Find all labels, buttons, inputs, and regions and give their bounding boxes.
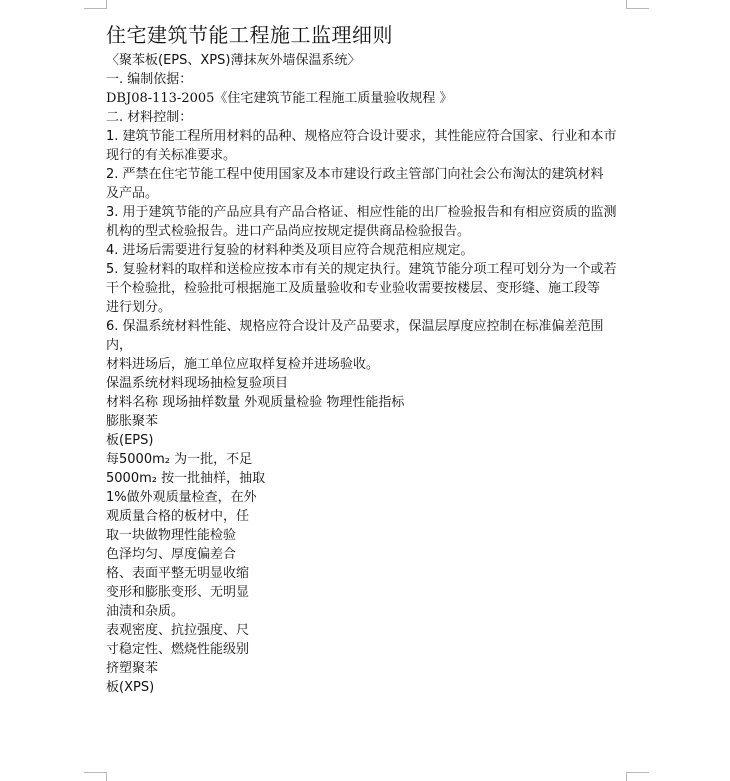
table-line: 色泽均匀、厚度偏差合 <box>106 547 237 562</box>
table-line: 取一块做物理性能检验 <box>106 528 237 543</box>
table-title: 保温系统材料现场抽检复验项目 <box>106 376 289 391</box>
item-5-continuation-end: 进行划分。 <box>106 300 172 315</box>
table-line: 寸稳定性、燃烧性能级别 <box>106 642 250 657</box>
item-6-continuation: 材料进场后，施工单位应取样复检并进场验收。 <box>106 357 380 372</box>
table-header: 材料名称 现场抽样数量 外观质量检验 物理性能指标 <box>106 395 405 410</box>
table-line: 油渍和杂质。 <box>106 604 185 619</box>
standard-reference: DBJ08-113-2005《住宅建筑节能工程施工质量验收规程 》 <box>106 91 453 106</box>
table-line: 1%做外观质量检查，在外 <box>106 490 257 505</box>
item-6-text: 6. 保温系统材料性能、规格应符合设计及产品要求，保温层厚度应控制在标准偏差范围内， <box>106 319 604 353</box>
page-corner-mark <box>626 0 649 9</box>
table-line: 每5000m₂ 为一批，不足 <box>106 452 253 467</box>
item-1-continuation: 现行的有关标准要求。 <box>106 148 237 163</box>
table-line: 表观密度、抗拉强度、尺 <box>106 623 250 638</box>
section-heading-materials: 二. 材料控制： <box>106 110 193 125</box>
document-subtitle: 〈聚苯板(EPS、XPS)薄抹灰外墙保温系统〉 <box>106 53 361 68</box>
section-heading-basis: 一. 编制依据： <box>106 72 193 87</box>
table-line: 板(XPS) <box>106 680 155 695</box>
item-3-continuation: 机构的型式检验报告。进口产品尚应按规定提供商品检验报告。 <box>106 224 471 239</box>
table-line: 观质量合格的板材中，任 <box>106 509 250 524</box>
table-line: 挤塑聚苯 <box>106 661 159 676</box>
item-2-continuation: 及产品。 <box>106 186 159 201</box>
table-line: 5000m₂ 按一批抽样，抽取 <box>106 471 266 486</box>
table-line: 板(EPS) <box>106 433 154 448</box>
table-line: 变形和膨胀变形、无明显 <box>106 585 250 600</box>
item-5-continuation: 干个检验批，检验批可根据施工及质量验收和专业验收需要按楼层、变形缝、施工段等 <box>106 281 601 296</box>
table-line: 格、表面平整无明显收缩 <box>106 566 250 581</box>
document-body <box>106 20 628 697</box>
page-corner-mark <box>84 0 107 9</box>
item-3-text: 3. 用于建筑节能的产品应具有产品合格证、相应性能的出厂检验报告和有相应资质的监测 <box>106 205 617 220</box>
document-title: 住宅建筑节能工程施工监理细则 <box>106 23 393 47</box>
item-5-text: 5. 复验材料的取样和送检应按本市有关的规定执行。建筑节能分项工程可划分为一个或若 <box>106 262 617 277</box>
item-4-text: 4. 进场后需要进行复验的材料种类及项目应符合规范相应规定。 <box>106 243 474 258</box>
item-1-text: 1. 建筑节能工程所用材料的品种、规格应符合设计要求，其性能应符合国家、行业和本市 <box>106 129 617 144</box>
item-2-text: 2. 严禁在住宅节能工程中使用国家及本市建设行政主管部门向社会公布淘汰的建筑材料 <box>106 167 604 182</box>
table-line: 膨胀聚苯 <box>106 414 159 429</box>
